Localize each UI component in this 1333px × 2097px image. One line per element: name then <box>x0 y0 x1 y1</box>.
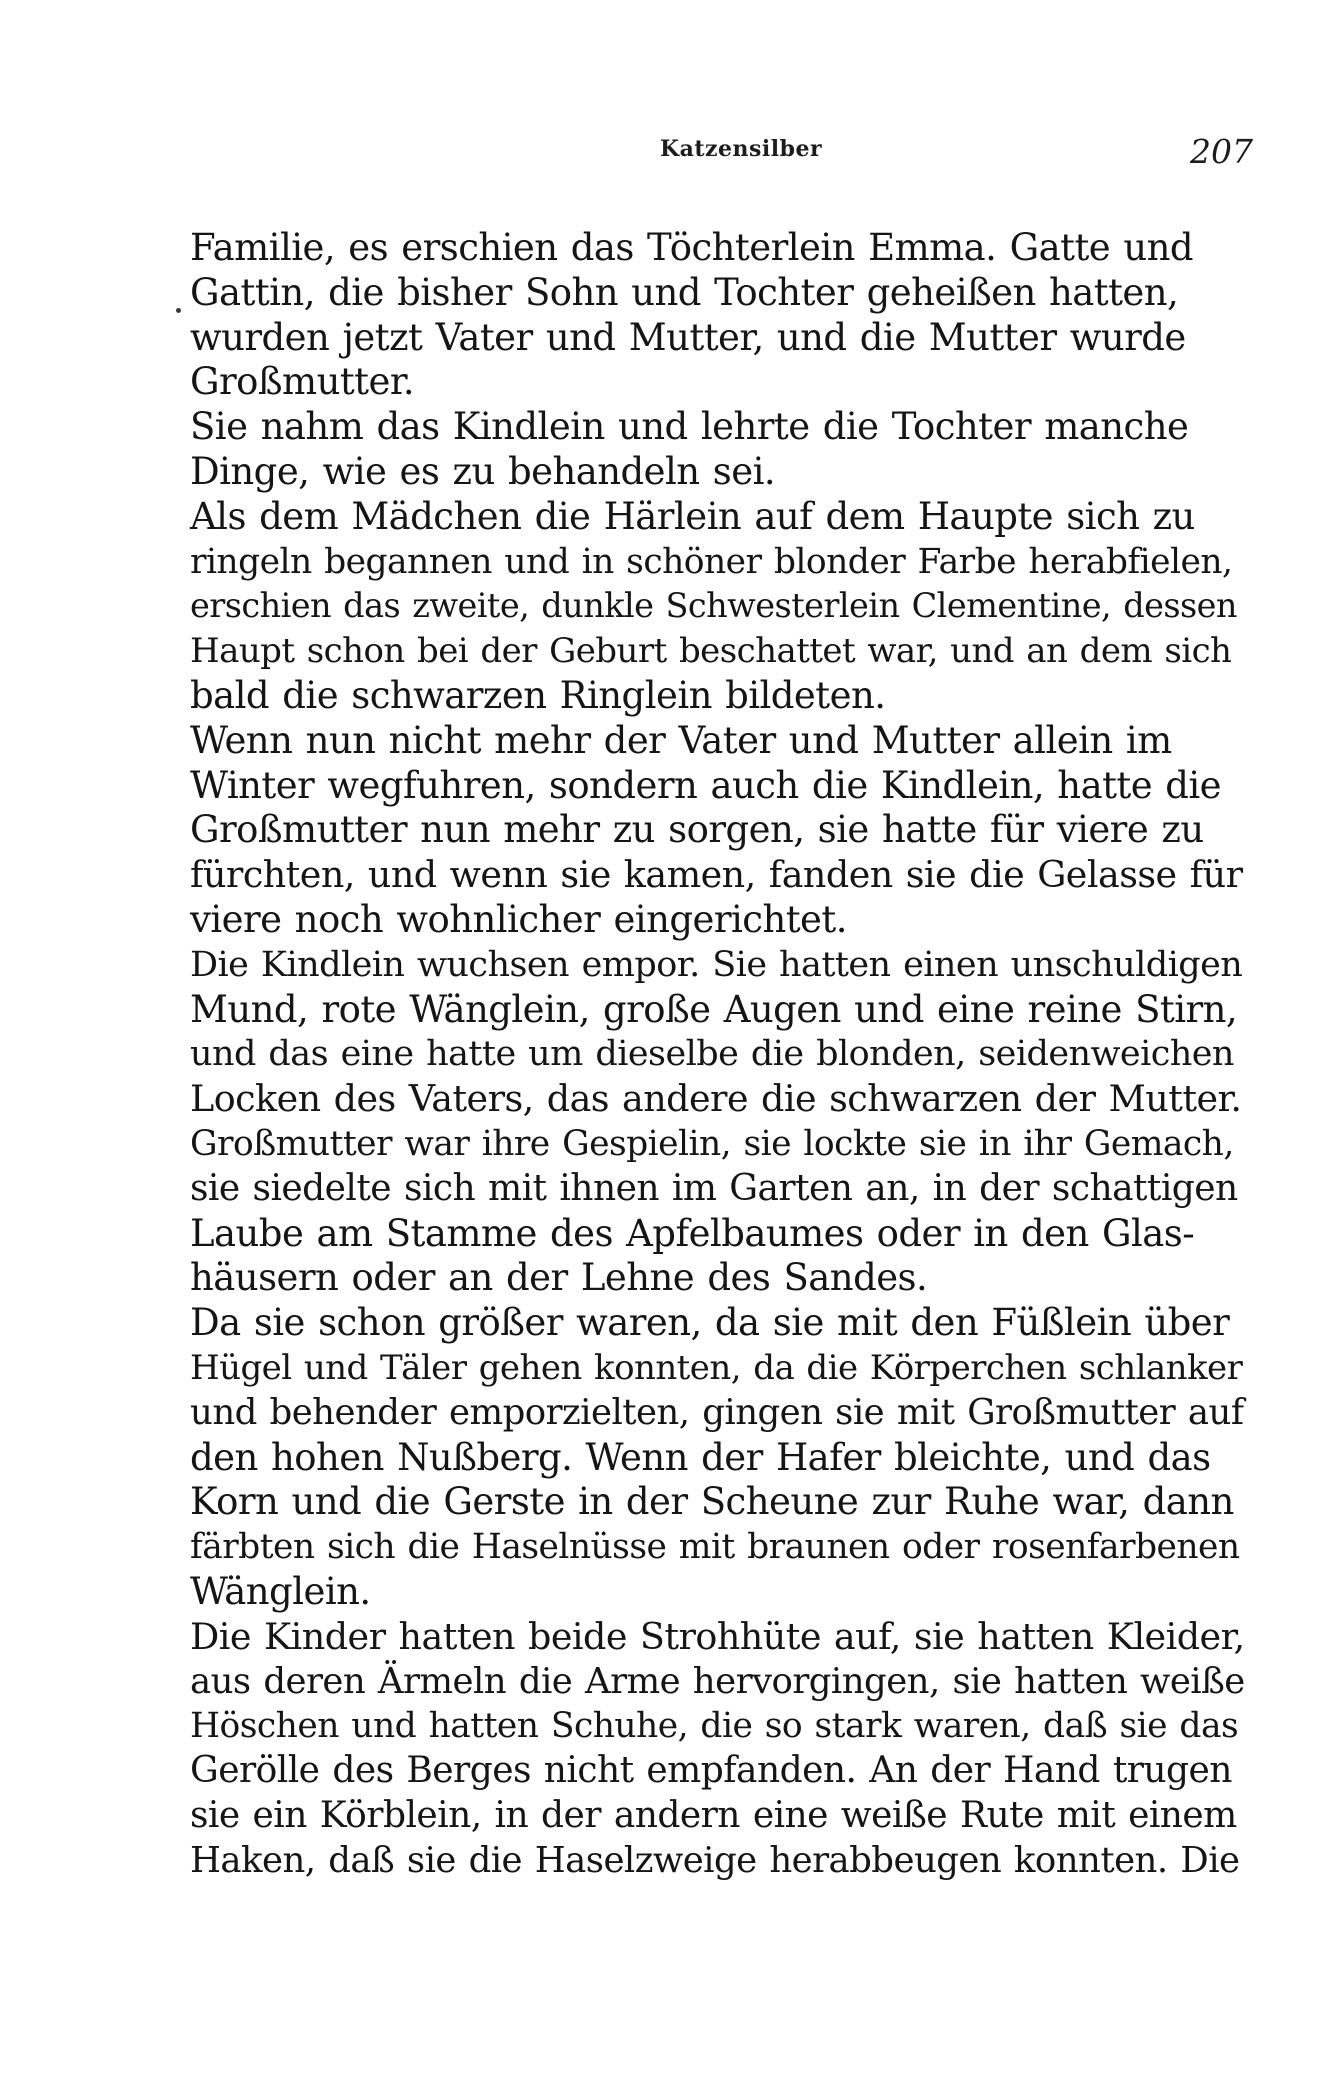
text-line: bald die schwarzen Ringlein bildeten. <box>190 673 886 717</box>
text-line: Hügel und Täler gehen konnten, da die Körperchen schlanker <box>190 1347 1243 1388</box>
text-line: und das eine hatte um dieselbe die blonden, seidenweichen <box>190 1034 1234 1075</box>
text-line: Gattin, die bisher Sohn und Tochter geheißen hatten, <box>190 270 1179 314</box>
text-line: wurden jetzt Vater und Mutter, und die Mutter wurde <box>190 315 1186 359</box>
text-line: häusern oder an der Lehne des Sandes. <box>190 1256 928 1300</box>
text-line: färbten sich die Haselnüsse mit braunen oder rosenfarbenen <box>190 1527 1240 1568</box>
body-text <box>190 226 1246 1883</box>
text-line: erschien das zweite, dunkle Schwesterlein Clementine, dessen <box>190 586 1237 626</box>
text-line: Großmutter nun mehr zu sorgen, sie hatte für viere zu <box>190 808 1204 852</box>
text-line: Wänglein. <box>190 1569 371 1613</box>
text-line: ringeln begannen und in schöner blonder Farbe herabfielen, <box>190 541 1233 582</box>
text-line: den hohen Nußberg. Wenn der Hafer bleichte, und das <box>190 1435 1211 1479</box>
page-number: 207 <box>1190 132 1253 171</box>
text-line: sie ein Körblein, in der andern eine weiße Rute mit einem <box>190 1794 1237 1836</box>
text-line: Haupt schon bei der Geburt beschattet war, und an dem sich <box>190 631 1232 672</box>
text-line: Großmutter war ihre Gespielin, sie lockte sie in ihr Gemach, <box>190 1123 1234 1164</box>
text-line: Die Kindlein wuchsen empor. Sie hatten einen unschuldigen <box>190 944 1243 985</box>
text-line: und behender emporzielten, gingen sie mit Großmutter auf <box>190 1391 1244 1433</box>
text-line: Familie, es erschien das Töchterlein Emma. Gatte und <box>190 226 1194 269</box>
text-line: sie siedelte sich mit ihnen im Garten an, in der schattigen <box>190 1167 1238 1209</box>
text-line: Wenn nun nicht mehr der Vater und Mutter allein im <box>190 718 1172 762</box>
text-line: Höschen und hatten Schuhe, die so stark waren, daß sie das <box>190 1706 1239 1747</box>
text-line: Gerölle des Berges nicht empfanden. An der Hand trugen <box>190 1750 1232 1792</box>
running-header <box>0 132 1333 172</box>
text-line: Laube am Stamme des Apfelbaumes oder in den Glas- <box>190 1211 1195 1255</box>
text-line: Da sie schon größer waren, da sie mit den Füßlein über <box>190 1301 1230 1345</box>
text-line: Haken, daß sie die Haselzweige herabbeugen konnten. Die <box>190 1839 1240 1881</box>
text-line: Mund, rote Wänglein, große Augen und eine reine Stirn, <box>190 987 1238 1031</box>
text-line: Großmutter. <box>190 360 415 404</box>
text-line: Die Kinder hatten beide Strohhüte auf, sie hatten Kleider, <box>190 1614 1245 1658</box>
text-line: viere noch wohnlicher eingerichtet. <box>190 897 847 941</box>
text-line: Winter wegfuhren, sondern auch die Kindlein, hatte die <box>190 763 1222 807</box>
text-line: Korn und die Gerste in der Scheune zur Ruhe war, dann <box>190 1480 1234 1524</box>
margin-speck <box>176 308 181 313</box>
text-line: aus deren Ärmeln die Arme hervorgingen, sie hatten weiße <box>190 1660 1245 1702</box>
text-line: Sie nahm das Kindlein und lehrte die Tochter manche <box>190 405 1189 449</box>
text-line: Dinge, wie es zu behandeln sei. <box>190 449 776 493</box>
running-title: Katzensilber <box>660 136 823 162</box>
text-line: fürchten, und wenn sie kamen, fanden sie die Gelasse für <box>190 853 1243 897</box>
text-line: Als dem Mädchen die Härlein auf dem Haupte sich zu <box>190 494 1195 538</box>
text-line: Locken des Vaters, das andere die schwarzen der Mutter. <box>190 1077 1242 1121</box>
